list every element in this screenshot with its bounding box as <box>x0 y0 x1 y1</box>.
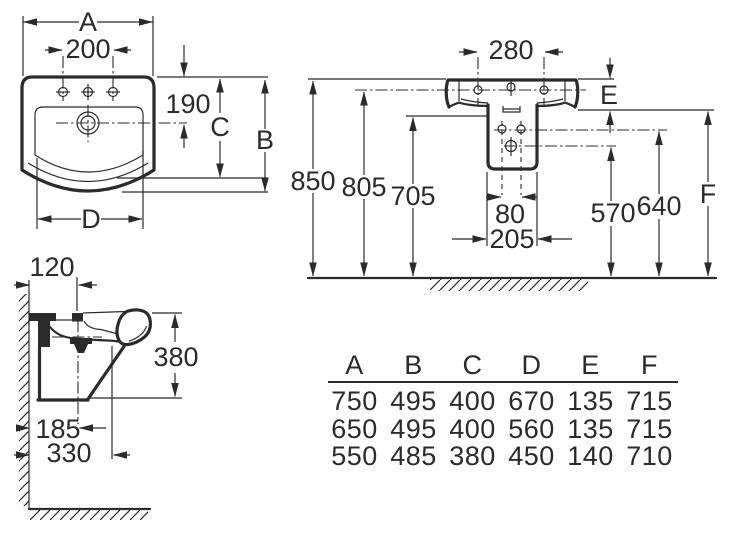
table-header-rule <box>328 381 678 383</box>
table-cell: 710 <box>626 441 673 471</box>
table-row <box>325 443 679 471</box>
table-cell: 715 <box>626 413 673 444</box>
col-header-f: F <box>641 350 658 380</box>
dim-330-label: 330 <box>46 438 92 468</box>
table-cell: 485 <box>390 441 437 471</box>
dim-805-label: 805 <box>341 172 387 202</box>
table-cell: 380 <box>449 441 496 471</box>
dim-200-label: 200 <box>65 34 111 64</box>
front-tap-holes <box>56 84 120 100</box>
side-dimensions <box>14 252 199 468</box>
dim-850-label: 850 <box>290 166 336 196</box>
dim-c-label: C <box>210 112 230 142</box>
table-row <box>325 413 679 444</box>
dim-b-label: B <box>255 125 275 155</box>
front-view <box>22 7 274 234</box>
side-basin-section <box>29 277 150 424</box>
front-dimensions <box>23 7 274 234</box>
rear-basin-outline <box>446 80 578 169</box>
table-cell: 495 <box>390 386 437 416</box>
dim-205-label: 205 <box>489 224 535 254</box>
col-header-b: B <box>404 350 423 380</box>
dim-570-label: 570 <box>590 198 636 228</box>
table-cell: 135 <box>567 386 614 416</box>
dim-d-label: D <box>81 204 101 234</box>
dim-80-label: 80 <box>494 199 526 229</box>
table-cell: 560 <box>508 413 555 444</box>
side-view <box>14 252 199 520</box>
table-cell: 400 <box>449 386 496 416</box>
table-cell: 670 <box>508 386 555 416</box>
table-row <box>325 388 679 416</box>
table-cell: 140 <box>567 441 614 471</box>
dim-705-label: 705 <box>390 181 436 211</box>
table-cell: 135 <box>567 413 614 444</box>
table-cell: 750 <box>331 386 378 416</box>
dim-380-label: 380 <box>153 342 199 372</box>
rear-view <box>290 35 716 291</box>
table-cell: 650 <box>331 413 378 444</box>
col-header-d: D <box>521 350 542 380</box>
dim-120-label: 120 <box>29 252 75 282</box>
dim-a-label: A <box>78 7 98 37</box>
dim-f-label: F <box>699 179 717 209</box>
table-cell: 400 <box>449 413 496 444</box>
table-cell: 495 <box>390 413 437 444</box>
table-cell: 715 <box>626 386 673 416</box>
table-cell: 550 <box>331 441 378 471</box>
table-cell: 450 <box>508 441 555 471</box>
col-header-c: C <box>462 350 483 380</box>
col-header-e: E <box>581 350 600 380</box>
dim-640-label: 640 <box>636 191 682 221</box>
dim-190-label: 190 <box>165 89 211 119</box>
col-header-a: A <box>345 350 364 380</box>
dim-e-label: E <box>599 80 619 110</box>
dim-185-label: 185 <box>35 414 81 444</box>
size-table-header-row <box>325 351 679 379</box>
rear-floor <box>308 278 716 291</box>
size-table <box>325 351 679 471</box>
dim-280-label: 280 <box>488 35 534 65</box>
